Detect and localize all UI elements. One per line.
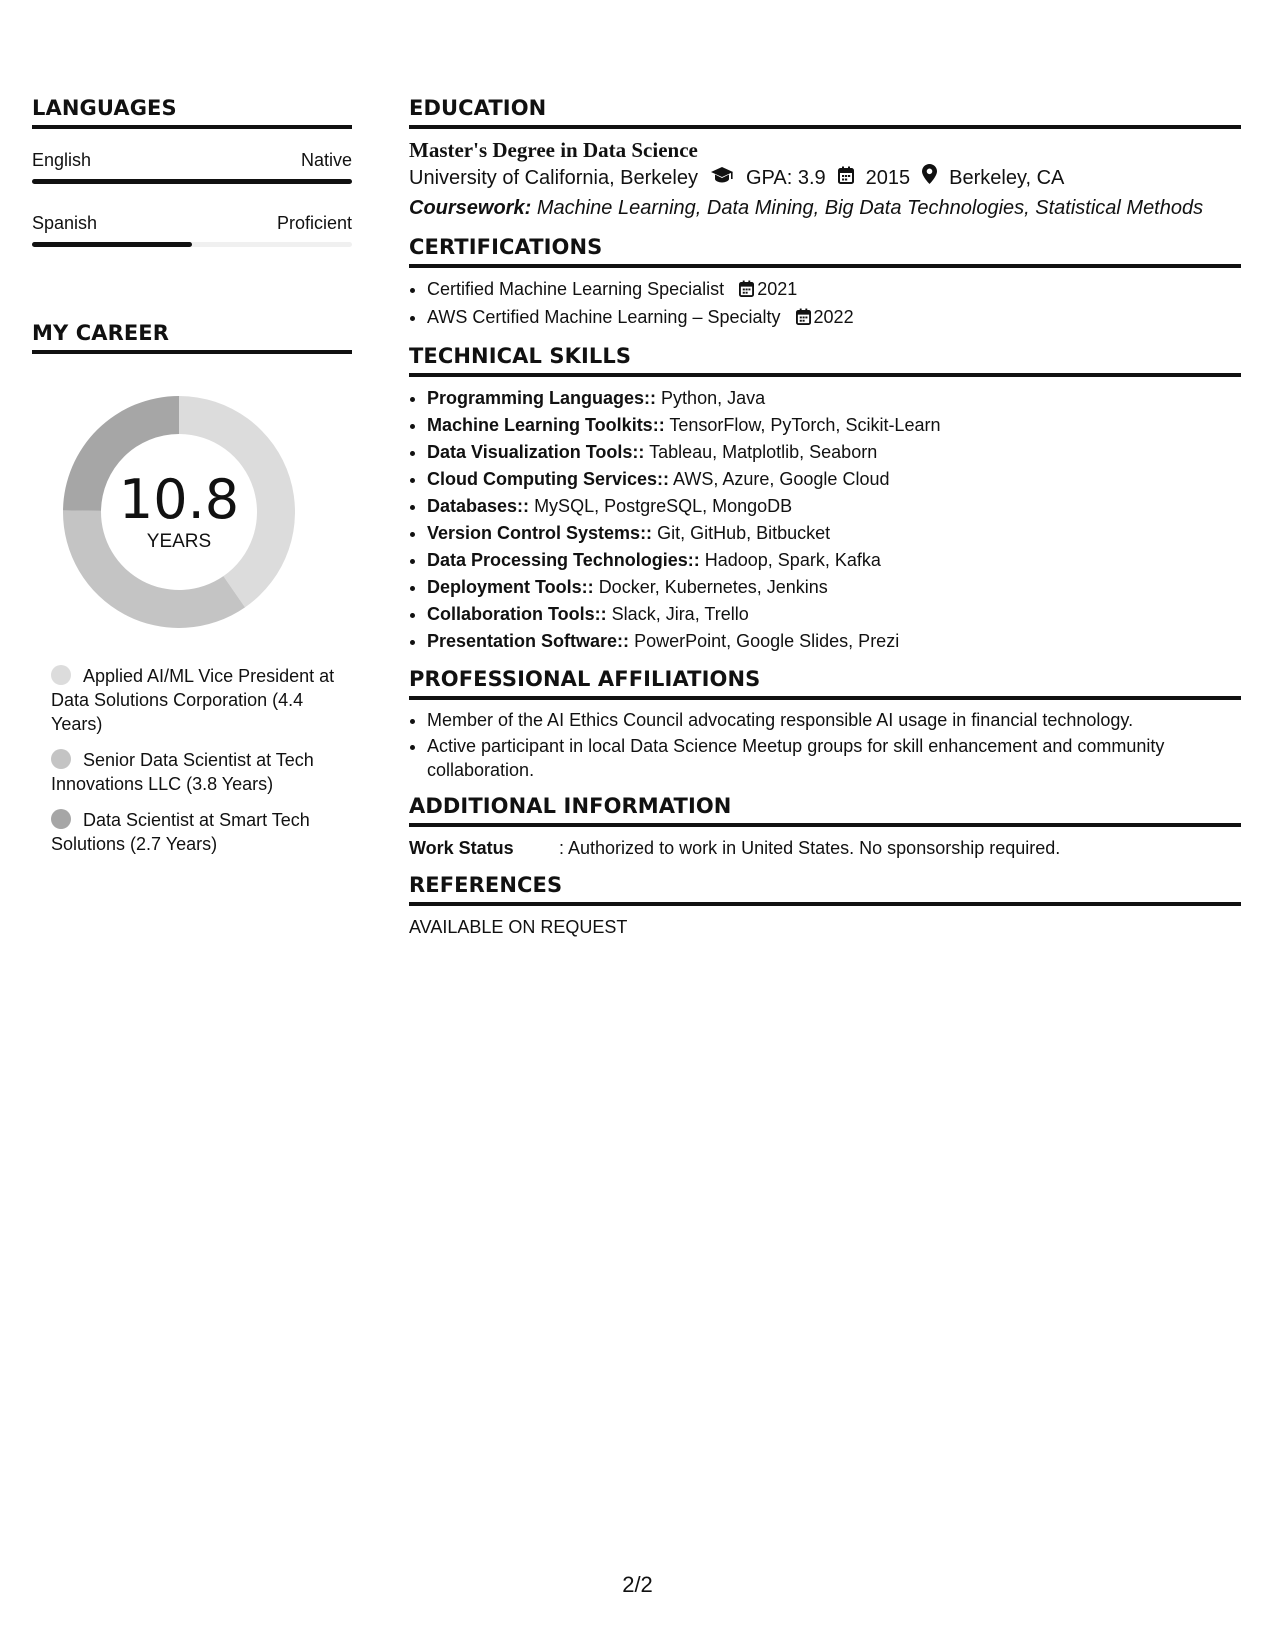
skill-label: Databases:: [427,496,530,516]
skill-item [427,493,1241,520]
graduation-cap-icon [710,163,734,193]
gpa: GPA: 3.9 [746,167,826,189]
skills-list [409,385,1241,655]
language-level: Native [300,150,352,170]
skill-item [427,520,1241,547]
skill-value: PowerPoint, Google Slides, Prezi [634,631,900,651]
coursework [409,193,1241,223]
career-legend-item [51,748,341,796]
calendar-icon [796,306,811,332]
coursework-value: Machine Learning, Data Mining, Big Data Technologies, Statistical Methods [536,197,1204,219]
right-column [409,96,1241,952]
legend-label: Applied AI/ML Vice President at Data Solutions Corporation (4.4 Years) [51,666,335,734]
left-column [32,96,352,868]
page-number: 2/2 [622,1572,653,1597]
calendar-icon [739,278,754,304]
skill-label: Data Processing Technologies:: [427,550,700,570]
donut-center [63,396,295,628]
certification-name: AWS Certified Machine Learning – Specialty [427,307,781,327]
total-years-unit: YEARS [146,531,212,552]
skill-item [427,601,1241,628]
affiliation-item: • Active participant in local Data Science Meetup groups for skill enhancement and community collaboration. [427,734,1241,782]
language-bar [32,179,352,184]
references-section [409,873,1241,940]
skill-value: AWS, Azure, Google Cloud [673,469,890,489]
affiliations-list [409,708,1241,782]
legend-dot [51,665,71,685]
references-text: AVAILABLE ON REQUEST [409,917,628,937]
skill-label: Data Visualization Tools:: [427,442,645,462]
affiliations-title: PROFESSIONAL AFFILIATIONS [409,667,1241,700]
legend-label: Senior Data Scientist at Tech Innovations LLC (3.8 Years) [51,750,314,794]
certifications-list [409,276,1241,332]
career-title: MY CAREER [32,321,352,354]
certification-item [427,304,1241,332]
skill-item [427,412,1241,439]
additional-title: ADDITIONAL INFORMATION [409,794,1241,827]
graduation-year: 2015 [865,167,911,189]
language-bar-fill [32,179,352,184]
certification-year: 2021 [757,279,798,299]
skill-item [427,574,1241,601]
career-legend-item [51,808,341,856]
career-legend [51,664,341,856]
language-level: Proficient [276,213,352,233]
skill-value: Slack, Jira, Trello [611,604,749,624]
total-years-number: 10.8 [118,468,240,531]
certifications-title: CERTIFICATIONS [409,235,1241,268]
certification-year: 2022 [813,307,854,327]
skill-label: Collaboration Tools:: [427,604,607,624]
legend-label: Data Scientist at Smart Tech Solutions (2.7 Years) [51,810,310,854]
certification-item [427,276,1241,304]
language-bar-fill [32,242,192,247]
skill-value: Hadoop, Spark, Kafka [704,550,881,570]
skill-item [427,466,1241,493]
degree: Master's Degree in Data Science [409,138,698,162]
additional-section [409,794,1241,861]
skills-section [409,344,1241,655]
school: University of California, Berkeley [409,167,698,189]
legend-dot [51,809,71,829]
skill-label: Deployment Tools:: [427,577,594,597]
language-spanish [32,212,352,247]
work-status-value: : Authorized to work in United States. No sponsorship required. [559,838,1061,858]
language-english [32,149,352,184]
legend-dot [51,749,71,769]
skill-label: Version Control Systems:: [427,523,653,543]
skill-value: Tableau, Matplotlib, Seaborn [649,442,878,462]
certification-name: Certified Machine Learning Specialist [427,279,725,299]
education-details [409,163,1241,193]
language-name: Spanish [32,213,98,233]
skill-value: MySQL, PostgreSQL, MongoDB [534,496,793,516]
location-pin-icon [922,163,937,193]
location: Berkeley, CA [949,167,1065,189]
skill-label: Machine Learning Toolkits:: [427,415,665,435]
skill-item [427,439,1241,466]
education-section [409,96,1241,223]
skill-value: Git, GitHub, Bitbucket [657,523,831,543]
skill-item [427,547,1241,574]
skill-item [427,628,1241,655]
calendar-icon [838,163,854,193]
certifications-section [409,235,1241,332]
skill-label: Presentation Software:: [427,631,630,651]
work-status-label: Work Status [409,838,514,858]
career-legend-item [51,664,341,736]
work-status [409,835,1241,861]
education-title: EDUCATION [409,96,1241,129]
skill-value: Python, Java [661,388,766,408]
language-bar [32,242,352,247]
references-title: REFERENCES [409,873,1241,906]
skill-item [427,385,1241,412]
languages-title: LANGUAGES [32,96,352,129]
career-donut-chart [63,396,295,628]
affiliations-section [409,667,1241,782]
skills-title: TECHNICAL SKILLS [409,344,1241,377]
skill-label: Cloud Computing Services:: [427,469,670,489]
coursework-label: Coursework: [409,197,532,219]
skill-label: Programming Languages:: [427,388,657,408]
skill-value: Docker, Kubernetes, Jenkins [598,577,828,597]
skill-value: TensorFlow, PyTorch, Scikit-Learn [669,415,941,435]
affiliation-item: • Member of the AI Ethics Council advocating responsible AI usage in financial technology. [427,708,1241,732]
language-name: English [32,150,92,170]
